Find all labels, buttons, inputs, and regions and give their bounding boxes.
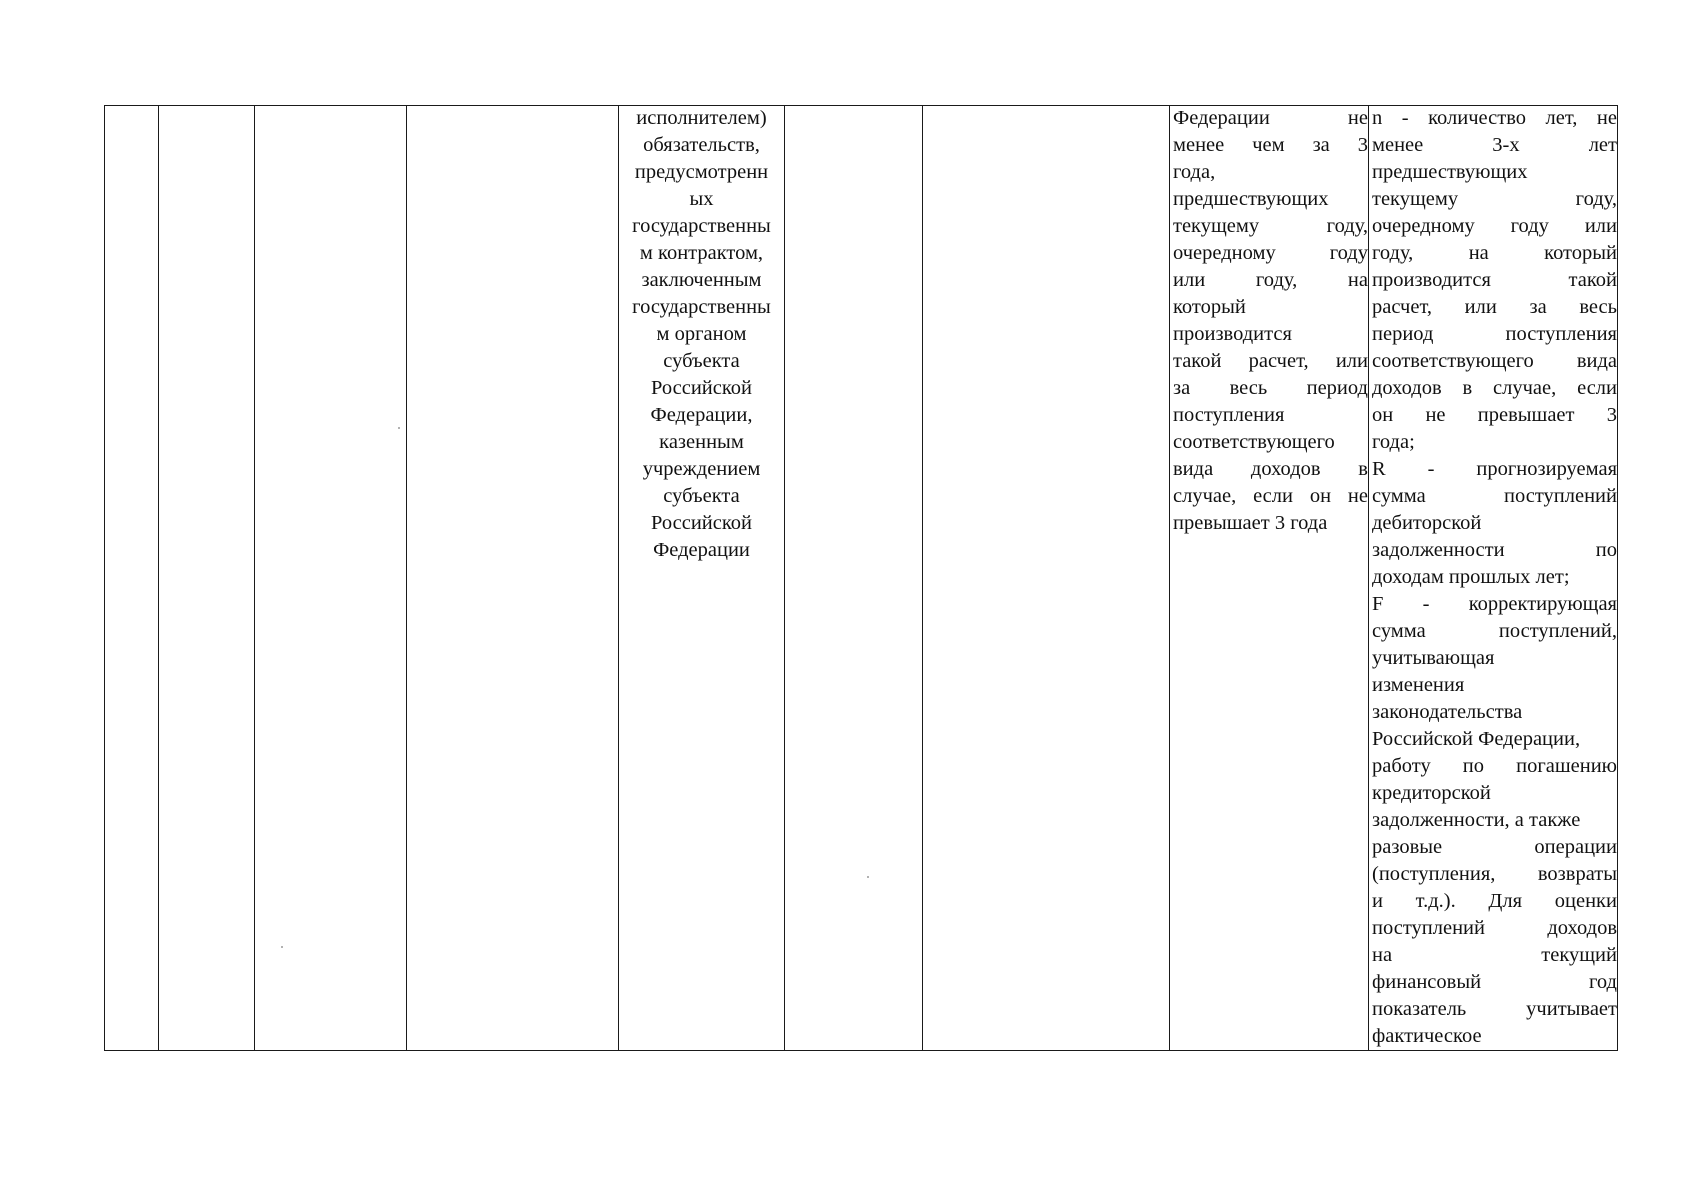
col9-line: изменения bbox=[1372, 674, 1465, 696]
col8-line: года, bbox=[1173, 161, 1216, 183]
col9-line: и т.д.). Для оценки bbox=[1372, 890, 1617, 912]
col8-line: Федерации не bbox=[1173, 107, 1368, 129]
col8-line: который bbox=[1173, 296, 1246, 318]
col5-text bbox=[619, 105, 784, 564]
table-cell-col5 bbox=[619, 106, 785, 1051]
col9-line: F - корректирующая bbox=[1372, 593, 1617, 615]
col5-line: исполнителем) bbox=[636, 107, 767, 129]
col8-line: предшествующих bbox=[1173, 188, 1329, 210]
col5-line: государственны bbox=[632, 215, 771, 237]
col9-line: период поступления bbox=[1372, 323, 1617, 345]
col9-line: дебиторской bbox=[1372, 512, 1482, 534]
col9-line: менее 3-х лет bbox=[1372, 134, 1617, 156]
col8-line: такой расчет, или bbox=[1173, 350, 1368, 372]
table-cell-col2 bbox=[159, 106, 255, 1051]
col9-line: текущему году, bbox=[1372, 188, 1617, 210]
col5-line: Российской bbox=[650, 377, 753, 399]
col8-line: или году, на bbox=[1173, 269, 1368, 291]
col9-line: разовые операции bbox=[1372, 836, 1617, 858]
col9-line: работу по погашению bbox=[1372, 755, 1617, 777]
col5-line: предусмотренн bbox=[634, 161, 769, 183]
table-cell-col8 bbox=[1170, 106, 1369, 1051]
col5-line: субъекта bbox=[663, 485, 740, 507]
table-cell-col9 bbox=[1369, 106, 1618, 1051]
col9-line: Российской Федерации, bbox=[1372, 728, 1581, 750]
col5-line: обязательств, bbox=[643, 134, 760, 156]
col9-line: фактическое bbox=[1372, 1025, 1482, 1047]
col9-line: n - количество лет, не bbox=[1372, 107, 1617, 129]
col5-line: Федерации bbox=[653, 539, 750, 561]
col5-line: м контрактом, bbox=[639, 242, 764, 264]
col5-line: Российской bbox=[650, 512, 753, 534]
col9-line: кредиторской bbox=[1372, 782, 1491, 804]
table-cell-col7 bbox=[923, 106, 1170, 1051]
table-row bbox=[105, 106, 1618, 1051]
col8-line: поступления bbox=[1173, 404, 1285, 426]
document-table bbox=[104, 105, 1618, 1051]
col9-line: соответствующего вида bbox=[1372, 350, 1617, 372]
col8-line: очередному году bbox=[1173, 242, 1368, 264]
col9-line: году, на который bbox=[1372, 242, 1617, 264]
col9-line: учитывающая bbox=[1372, 647, 1495, 669]
table-cell-col4 bbox=[407, 106, 619, 1051]
col8-text bbox=[1170, 105, 1368, 537]
table-cell-col3 bbox=[255, 106, 407, 1051]
col9-line: (поступления, возвраты bbox=[1372, 863, 1617, 885]
col5-line: казенным bbox=[659, 431, 744, 453]
col9-line: на текущий bbox=[1372, 944, 1617, 966]
col9-line: задолженности по bbox=[1372, 539, 1617, 561]
scan-speck bbox=[398, 427, 400, 429]
col9-line: задолженности, а также bbox=[1372, 809, 1581, 831]
col5-line: заключенным bbox=[641, 269, 762, 291]
col8-line: соответствующего bbox=[1173, 431, 1335, 453]
col9-line: сумма поступлений, bbox=[1372, 620, 1617, 642]
col9-line: он не превышает 3 bbox=[1372, 404, 1617, 426]
col9-line: доходов в случае, если bbox=[1372, 377, 1617, 399]
col5-line: ых bbox=[689, 188, 714, 210]
col9-line: R - прогнозируемая bbox=[1372, 458, 1617, 480]
col5-line: Федерации, bbox=[650, 404, 753, 426]
col9-line: производится такой bbox=[1372, 269, 1617, 291]
col8-line: случае, если он не bbox=[1173, 485, 1368, 507]
col8-line: вида доходов в bbox=[1173, 458, 1368, 480]
col8-line: превышает 3 года bbox=[1173, 512, 1328, 534]
col8-line: текущему году, bbox=[1173, 215, 1368, 237]
col9-line: показатель учитывает bbox=[1372, 998, 1617, 1020]
scan-speck bbox=[867, 876, 869, 878]
col8-line: производится bbox=[1173, 323, 1292, 345]
col9-line: поступлений доходов bbox=[1372, 917, 1617, 939]
col9-line: сумма поступлений bbox=[1372, 485, 1617, 507]
col9-line: финансовый год bbox=[1372, 971, 1617, 993]
col9-line: расчет, или за весь bbox=[1372, 296, 1617, 318]
col5-line: м органом bbox=[656, 323, 747, 345]
col5-line: государственны bbox=[632, 296, 771, 318]
col9-line: доходам прошлых лет; bbox=[1372, 566, 1570, 588]
col9-line: законодательства bbox=[1372, 701, 1523, 723]
col5-line: учреждением bbox=[642, 458, 761, 480]
table-cell-col1 bbox=[105, 106, 159, 1051]
col9-line: года; bbox=[1372, 431, 1415, 453]
col5-line: субъекта bbox=[663, 350, 740, 372]
scan-speck bbox=[281, 946, 283, 948]
table-cell-col6 bbox=[785, 106, 923, 1051]
col9-text bbox=[1369, 105, 1617, 1050]
col8-line: за весь период bbox=[1173, 377, 1368, 399]
col9-line: предшествующих bbox=[1372, 161, 1528, 183]
col8-line: менее чем за 3 bbox=[1173, 134, 1368, 156]
col9-line: очередному году или bbox=[1372, 215, 1617, 237]
